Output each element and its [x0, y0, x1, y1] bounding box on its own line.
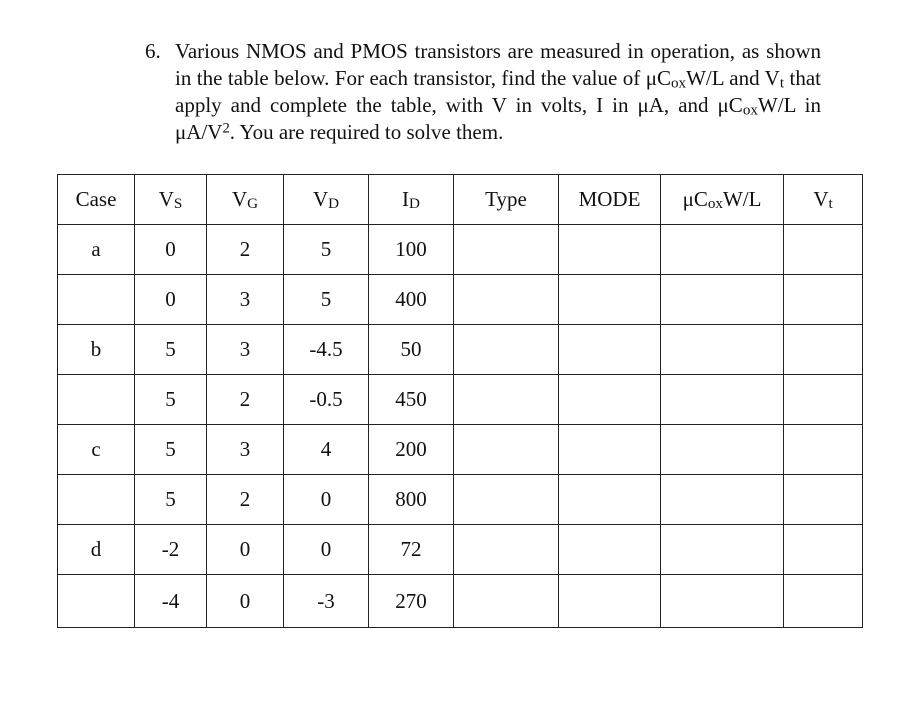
cell-id: 270	[369, 575, 454, 628]
table-row	[58, 525, 863, 575]
cell-k	[661, 275, 784, 325]
cell-case: a	[58, 225, 135, 275]
cell-vs: 5	[135, 475, 207, 525]
header-vt	[784, 175, 863, 225]
cell-mode	[559, 275, 661, 325]
table-row	[58, 375, 863, 425]
header-vd-sub: D	[328, 195, 340, 212]
problem-text	[175, 38, 821, 146]
cell-case	[58, 275, 135, 325]
cell-vs: 0	[135, 225, 207, 275]
cell-vg: 0	[207, 575, 284, 628]
header-vd-main: V	[312, 187, 329, 211]
squared-superscript: 2	[222, 120, 230, 137]
units-text: W/L in μA/V	[175, 93, 821, 144]
cell-vt	[784, 525, 863, 575]
problem-statement	[145, 38, 821, 146]
header-mode: MODE	[559, 175, 661, 225]
table-row	[58, 275, 863, 325]
header-k-wl: W/L	[722, 187, 762, 211]
cell-k	[661, 475, 784, 525]
cell-vg: 2	[207, 475, 284, 525]
cell-case: d	[58, 525, 135, 575]
cell-type	[454, 225, 559, 275]
cell-k	[661, 525, 784, 575]
header-vs-sub: S	[173, 195, 183, 212]
cell-vt	[784, 425, 863, 475]
cell-vg: 0	[207, 525, 284, 575]
cell-vd: -0.5	[284, 375, 369, 425]
cell-id: 200	[369, 425, 454, 475]
table-row	[58, 475, 863, 525]
transistor-table	[57, 174, 863, 628]
mu-cox-symbol: μC	[645, 66, 671, 90]
cell-vg: 3	[207, 425, 284, 475]
cell-case: b	[58, 325, 135, 375]
cell-vs: 5	[135, 375, 207, 425]
cell-vt	[784, 375, 863, 425]
problem-text-part1: Various NMOS and PMOS transistors are measured in operation, as shown in the table below. For each transistor, find the value of	[175, 39, 821, 90]
cell-vd: 4	[284, 425, 369, 475]
header-k	[661, 175, 784, 225]
cell-id: 800	[369, 475, 454, 525]
cell-vs: 0	[135, 275, 207, 325]
cell-type	[454, 525, 559, 575]
header-case: Case	[58, 175, 135, 225]
cell-vt	[784, 275, 863, 325]
cell-k	[661, 375, 784, 425]
table-row	[58, 225, 863, 275]
cell-type	[454, 325, 559, 375]
cell-case	[58, 375, 135, 425]
cell-vd: 5	[284, 275, 369, 325]
cell-case: c	[58, 425, 135, 475]
ox-subscript: ox	[670, 75, 687, 92]
table-row	[58, 325, 863, 375]
cell-id: 400	[369, 275, 454, 325]
ox-subscript-2: ox	[742, 102, 758, 119]
cell-mode	[559, 375, 661, 425]
wl-and-vt: W/L and V	[686, 66, 780, 90]
cell-mode	[559, 225, 661, 275]
header-vt-sub: t	[828, 195, 833, 212]
cell-vt	[784, 325, 863, 375]
problem-text-part2: that apply and complete the table, with V in volts, I in μA, and	[175, 66, 821, 117]
cell-vd: 0	[284, 525, 369, 575]
cell-vt	[784, 575, 863, 628]
table-row	[58, 425, 863, 475]
table-header-row	[58, 175, 863, 225]
header-k-ox: ox	[707, 195, 723, 212]
cell-vg: 3	[207, 275, 284, 325]
cell-vd: -4.5	[284, 325, 369, 375]
header-vs-main: V	[158, 187, 174, 211]
cell-vs: -2	[135, 525, 207, 575]
header-id-main: I	[402, 187, 410, 211]
header-vt-main: V	[813, 187, 829, 211]
header-vg-main: V	[231, 187, 248, 211]
cell-vt	[784, 475, 863, 525]
cell-vg: 2	[207, 225, 284, 275]
cell-mode	[559, 575, 661, 628]
header-vd	[284, 175, 369, 225]
cell-mode	[559, 525, 661, 575]
header-vg-sub: G	[247, 195, 259, 212]
cell-type	[454, 275, 559, 325]
cell-k	[661, 425, 784, 475]
header-k-mu: μC	[682, 187, 708, 211]
cell-vs: -4	[135, 575, 207, 628]
problem-number: 6.	[145, 39, 161, 63]
cell-type	[454, 575, 559, 628]
problem-text-part3: . You are required to solve them.	[229, 120, 504, 144]
t-subscript: t	[779, 75, 785, 92]
cell-mode	[559, 475, 661, 525]
header-vs	[135, 175, 207, 225]
cell-id: 72	[369, 525, 454, 575]
cell-case	[58, 575, 135, 628]
cell-id: 100	[369, 225, 454, 275]
header-id	[369, 175, 454, 225]
cell-type	[454, 425, 559, 475]
cell-vt	[784, 225, 863, 275]
cell-k	[661, 575, 784, 628]
table-row	[58, 575, 863, 628]
cell-vg: 2	[207, 375, 284, 425]
cell-vs: 5	[135, 325, 207, 375]
mu-cox-symbol-2: μC	[717, 93, 743, 117]
cell-mode	[559, 325, 661, 375]
header-id-sub: D	[409, 195, 420, 212]
cell-id: 50	[369, 325, 454, 375]
cell-vg: 3	[207, 325, 284, 375]
header-vg	[207, 175, 284, 225]
cell-vd: 5	[284, 225, 369, 275]
cell-case	[58, 475, 135, 525]
header-type: Type	[454, 175, 559, 225]
cell-type	[454, 375, 559, 425]
cell-vs: 5	[135, 425, 207, 475]
cell-type	[454, 475, 559, 525]
cell-k	[661, 225, 784, 275]
cell-vd: 0	[284, 475, 369, 525]
cell-mode	[559, 425, 661, 475]
cell-id: 450	[369, 375, 454, 425]
cell-k	[661, 325, 784, 375]
cell-vd: -3	[284, 575, 369, 628]
